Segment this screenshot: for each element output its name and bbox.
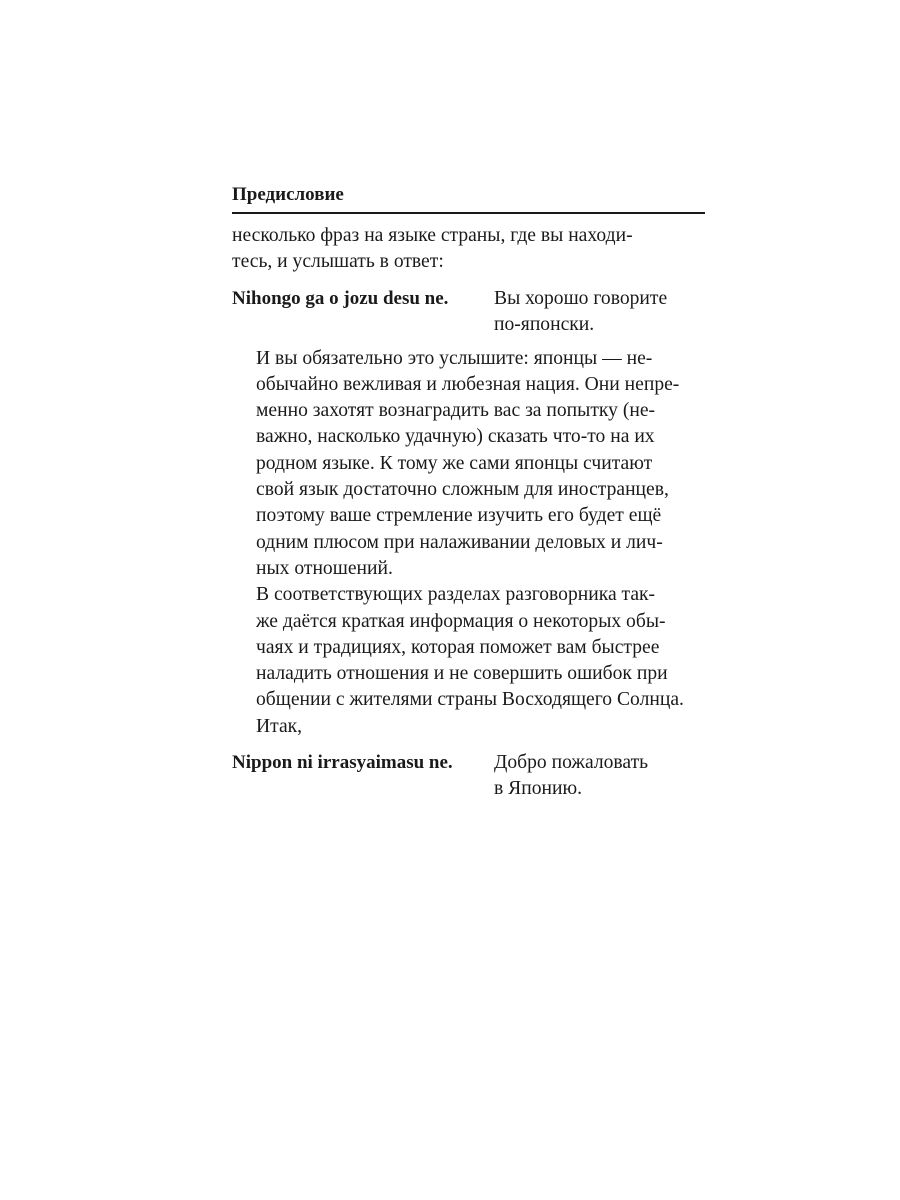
text-line: родном языке. К тому же сами японцы считают — [256, 452, 653, 474]
translation-line: Добро пожаловать — [494, 752, 649, 774]
paragraph-customs — [232, 582, 705, 713]
text-line: общении с жителями страны Восходящего Солнца. — [256, 689, 684, 711]
text-line: несколько фраз на языке страны, где вы находи- — [232, 225, 633, 246]
phrase-japanese: Nippon ni irrasyaimasu ne. — [232, 752, 453, 774]
text-line: ных отношений. — [256, 557, 393, 579]
text-line: Итак, — [256, 715, 303, 737]
translation-line: в Японию. — [494, 778, 583, 800]
text-line: И вы обязательно это услышите: японцы — не- — [256, 347, 653, 369]
text-line: менно захотят вознаградить вас за попытку (не- — [256, 400, 656, 422]
text-line: В соответствующих разделах разговорника так- — [256, 584, 656, 606]
phrase-translation — [494, 286, 705, 338]
text-line: наладить отношения и не совершить ошибок при — [256, 663, 668, 685]
phrase-japanese: Nihongo ga o jozu desu ne. — [232, 287, 449, 309]
text-line: тесь, и услышать в ответ: — [232, 251, 444, 273]
translation-line: Вы хорошо говорите — [494, 287, 668, 309]
paragraph-itak — [232, 714, 705, 740]
text-line: чаях и традициях, которая поможет вам быстрее — [256, 636, 660, 658]
paragraph-intro — [232, 223, 705, 276]
phrase-translation — [494, 750, 705, 802]
paragraph-politeness — [232, 346, 705, 583]
text-line: свой язык достаточно сложным для иностранцев, — [256, 479, 669, 501]
text-line: же даётся краткая информация о некоторых обы- — [256, 610, 666, 632]
text-line: одним плюсом при налаживании деловых и лич- — [256, 531, 663, 553]
phrase-example — [232, 286, 705, 338]
running-head: Предисловие — [232, 183, 705, 214]
translation-line: по-японски. — [494, 313, 595, 335]
text-line: поэтому ваше стремление изучить его будет ещё — [256, 505, 662, 527]
text-line: важно, насколько удачную) сказать что-то на их — [256, 426, 655, 448]
book-page — [232, 183, 705, 810]
phrase-example — [232, 750, 705, 802]
text-line: обычайно вежливая и любезная нация. Они непре- — [256, 373, 680, 395]
